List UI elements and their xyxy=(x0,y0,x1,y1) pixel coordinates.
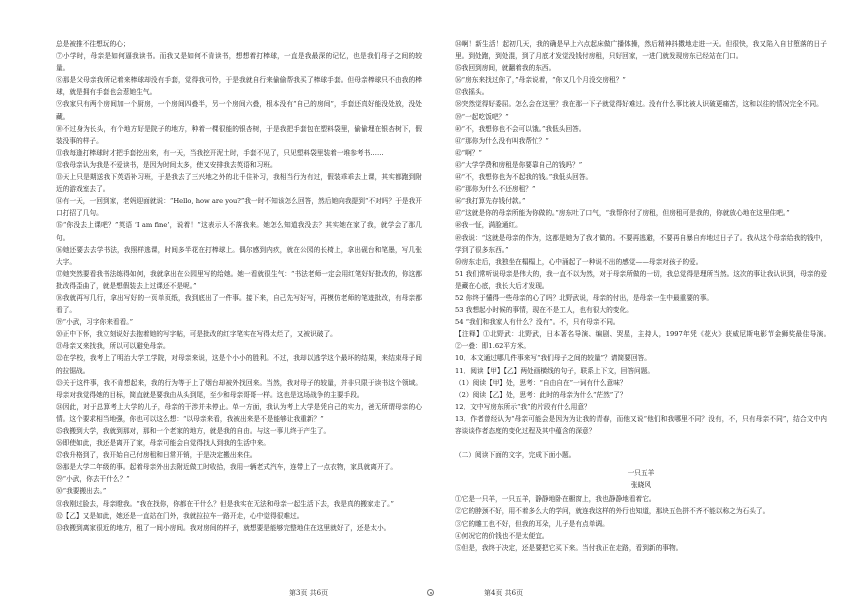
section-two-title: （二）阅读下面的文字，完成下面小题。 xyxy=(455,451,576,460)
paragraph: ㊵“不，我想你也不会可以饿。”我低头回答。 xyxy=(455,124,586,133)
paragraph: ㉑母亲又来找我，所以可以避免母亲。 xyxy=(56,342,170,351)
paragraph: ㉙“小武，你去干什么？” xyxy=(56,475,130,484)
paragraph: ⑧那是父母亲我所记着来棒球却没有手套，觉得我可怜，于是我就自行来偷偷帮我买了棒球手套。但母亲棒球只不由我的棒球，就是拥有手套也会惹她生气。 xyxy=(56,76,422,97)
paragraph: 12．文中写房东所示“我”的片段有什么用意？ xyxy=(455,402,591,411)
paragraph: 51 我们常听说母亲是伟大的，我一直不以为然，对于母亲所做的一切，我总觉得是理所当然。这次的事让我认识到，母亲的爱是藏在心底，我长大后才发现。 xyxy=(455,269,827,290)
paragraph: ㉔因此，对于总算考上大学的儿子，母亲的干涉并未停止。单一方面，我认为考上大学是凭自己的实力，爸无所谓母亲的心情。这个要求相当地强，你也可以这么想：“以母亲来看，我被出来是不是能够让我重新？” xyxy=(56,402,422,423)
paragraph: ㊿房东走后，我独坐在榻榻上，心中涌起了一种说不出的感觉——母亲对孩子的爱。 xyxy=(455,257,703,266)
paragraph: ㊱“房东来找过你了，”母亲说着，“你又几个月没交房租？” xyxy=(455,76,626,85)
paragraph: ㊷“啊？” xyxy=(455,148,482,157)
paragraph: ⑫我母亲认为我是不爱读书，是因为时间太多，使又安排我去英语和习班。 xyxy=(56,160,277,169)
paragraph: ⑭有一天，一回到家，老妈迎面就说：“Hello, how are you?”我一时不知该怎么回答，然后她向我提到“不对吗？于是我开口打招了几句。 xyxy=(56,197,422,218)
paragraph: ⑯她还要去去学书法，我照样逃课，时间多半花在打棒球上。偶尔感到内疚，就在公园的长椅上，拿出砚台和笔墨，写几张大字。 xyxy=(56,245,422,266)
paragraph: ⑪我每逢打棒球时才把手套挖出来，有一天，当我挖开泥土时，手套不见了，只见塑料袋里装着一堆参考书…… xyxy=(56,148,384,157)
right-column xyxy=(455,38,841,583)
paragraph: ㊲我摇头。 xyxy=(455,88,489,97)
right-column-paragraphs xyxy=(455,38,841,437)
poem-lines xyxy=(455,493,827,553)
poem-line: ④何况它的价钱也不是太便宜。 xyxy=(455,531,549,540)
paragraph: 52 你终于懂得一些母亲的心了吗？北野武说，母亲的付出，是母亲一生中最重要的事。 xyxy=(455,293,714,302)
poem-author: 张晓风 xyxy=(630,481,652,490)
paragraph: 10．本文通过哪几件事来写“我们母子之间的较量”？请简要回答。 xyxy=(455,354,651,363)
paragraph: ㊽我一怔，满脸通红。 xyxy=(455,221,522,230)
paragraph: 总是被推不往想玩的心； xyxy=(56,40,130,48)
paragraph: ㊳突然觉得好委屈。怎么会在这里？我在那一下子就觉得好难过。没有什么事比被人识破更痛苦，这和以往的情况完全不同。 xyxy=(455,100,823,109)
paragraph: ⑱我就再写几行，拿出写好的一页单页纸，我到底出了一件事。接下来，自己先写好写，再模仿老师的笔迹批改，有母亲都看了。 xyxy=(56,293,422,315)
paragraph: ㉒在学校，我考上了明治大学工学院，对母亲来说，这是个小小的胜利。不过，我却以逃学这个最坏的结果，来结束母子间的拉锯战。 xyxy=(56,354,422,375)
paragraph: ㊺“那你为什么不还房租？” xyxy=(455,185,536,194)
paragraph: ㉝我搬到离家很近的地方，租了一间小房间。我对房间的样子，就想要是能够完整地住在这里就好了，还是太小。 xyxy=(56,523,391,532)
paragraph: ㉟我回到房间，就翻着我的东西。 xyxy=(455,64,556,73)
paragraph: ⑨我家只有两个房间加一个厨房，一个房间四叠半，另一个房间六叠，根本没有“自己的房间”，手套还真好能没处放，没处藏。 xyxy=(56,100,422,121)
page-number-right: 第4页 共6页 xyxy=(484,589,524,597)
paragraph: ㉘那是大学二年级的事。起着母亲外出去附近做工时收拾，我用一辆老式汽车，连带上了一点衣物，家具就离开了。 xyxy=(56,463,398,472)
paragraph: ㉜【乙】又是如此，她还是一直站在门外，我就拉拉车一路开走，心中觉得很难过。 xyxy=(56,511,304,520)
paragraph: ㉞啊！新生活！起初几天，我的确是早上六点起床做广播体操，然后精神抖擞地走进一天。但很快，我又陷入自甘堕落的日子里。到处跑，到处混，到了月底才发觉没钱付房租，只好回家，一进门就发现房东已经站在门口。 xyxy=(455,40,827,61)
paragraph: ⑦小学时，母亲是如何逼我读书。而我又是如何不肯读书，想想着打棒球，一直是我最深的记忆，也是我们母子之间的较量。 xyxy=(56,52,422,73)
paragraph: 【注释】①北野武：北野武，日本著名导演、编剧、哭星，主持人，1997年凭《花火》获威尼斯电影节金狮奖最佳导演。 ②一叠：即1.62平方米。 xyxy=(455,330,841,351)
paragraph: ㉗我升格到了，我开始自己付房租和日常开销，于是决定搬出来住。 xyxy=(56,451,257,460)
paragraph: ⑬天上只是期送我下英语补习班，于是我去了三兴地之外的北千住补习，我相当行为有过，假装乖乖去上课，其实都跑到附近的游戏室去了。 xyxy=(56,173,422,194)
page-number-left: 第3页 共6页 xyxy=(289,589,329,597)
paragraph: ㉛我刚过脸去，母亲瞪我。“我在找你，你都在干什么？但是我实在无法和母亲一起生活下去，我是真的搬家走了。” xyxy=(56,499,394,508)
paragraph: ㊻“我打算先存钱付款。” xyxy=(455,197,526,206)
paragraph: ⑰她突然要看我书法练得如何，我就拿出在公园里写的给她。她一看就很生气：“书法老师一定会用红笔好好批改的，你这都批改得歪曲了，就是想假装去上过课还不是呢。” xyxy=(56,269,422,290)
paragraph: ⑲“小武，习字你来看看。” xyxy=(56,318,134,327)
paragraph: （1）阅读【甲】处，思考：“自由自在”一词有什么意味？ xyxy=(455,378,627,387)
page-footer xyxy=(0,586,860,600)
poem-title: 一只五羊 xyxy=(627,469,655,478)
paragraph: ㊴“一起吃饭吧？” xyxy=(455,112,509,121)
left-column xyxy=(56,38,422,583)
paragraph: ㉖即使如此，我还是离开了家，母亲可能会自觉得找人到我的生活中来。 xyxy=(56,439,270,448)
paragraph: ㊼“这就是你的母亲所能为你做的。”房东吐了口气，“我帮你付了房租，但房租可是我的，你就放心地在这里住吧。” xyxy=(455,209,790,218)
paragraph: ㊾我说：“这就是母亲的作为，这都是她为了我才做的。不要再逃避，不要再自暴自弃地过日子了。我从这个母亲给我的钱中，学到了很多东西。” xyxy=(455,233,827,254)
paragraph: ⑩不过身为长头，有个地方好是院子的地方，种着一棵很能的银杏树，于是我把手套包在塑料袋里，偷偷埋在银杏树下，假装没事的样子。 xyxy=(56,124,422,145)
paragraph: ㉓关于这件事，我不肯想起来，我的行为等于上了烟台却被外找回来。当然，我对母子的较量，并非只限于读书这个领域。母亲对我觉得她的目标，简直就是要我由从头到尾，至少和母亲哥哥一样。这也是这场战争的主要手段。 xyxy=(56,378,422,399)
binding-hole-icon xyxy=(427,589,434,596)
poem-line: ⑤但是，我终于决定，还是要把它买下来。当付我正在走路，看到新的事物。 xyxy=(455,543,683,552)
poem-line: ①它是一只羊，一只五羊，静静地卧在橱窗上，我也静静地看着它。 xyxy=(455,495,656,504)
poem-line: ②它的脖颈不好，用不着多么大的学问，就连我这样的外行也知道，那块五色拼不齐不能以称之为石头了。 xyxy=(455,507,770,516)
poem-line: ③它的雕工也不好，但我的耳朵，儿子是有点单调。 xyxy=(455,519,609,528)
paragraph: 11．阅读【甲】【乙】两处画横线的句子，联系上下文，回答问题。 xyxy=(455,366,655,375)
paragraph: ㉚“我要搬出去。” xyxy=(56,487,107,496)
paragraph: （2）阅读【乙】处，思考：此时的母亲为什么“茫然”了？ xyxy=(455,390,627,399)
paragraph: 13．作者曾经认为“母亲可能会是因为为让我的青春，而他又说“他们和我哪里不同？没有，不，只有母亲不同”，结合文中内容谈谈作者态度的变化过程及其中蕴含的深意？ xyxy=(455,414,827,435)
paragraph: ⑮“你没去上课吧？”英语 ‘I am fine’，说着！”这表示人不落我来。她怎么知道我没去？其实她在家了我，就学会了那几句。 xyxy=(56,221,422,242)
paragraph: ㊶“那你为什么没有叫我帮忙？” xyxy=(455,136,549,145)
paragraph: 53 我想起小时候的事情，现在不是工人，也有很大的变化。 xyxy=(455,306,633,315)
paragraph: 54 “我们和我家人有什么？没有”。不，只有母亲不同。 xyxy=(455,318,620,327)
paragraph: ㊸“大学学费和房租是你要靠自己的钱吗？” xyxy=(455,160,583,169)
paragraph: ㊹“不，我想你也为不起我的钱。”我低头回答。 xyxy=(455,173,593,182)
paragraph: ⑳正中下怀，我立刻说好去抱着她的写字帖，可是批改的红字笔实在写得太烂了，又被识破了。 xyxy=(56,330,337,339)
paragraph: ㉕我搬到大学，我就到那对，那和一个老家的地方，就是我的自由。与这一事儿终于产生了。 xyxy=(56,427,331,435)
